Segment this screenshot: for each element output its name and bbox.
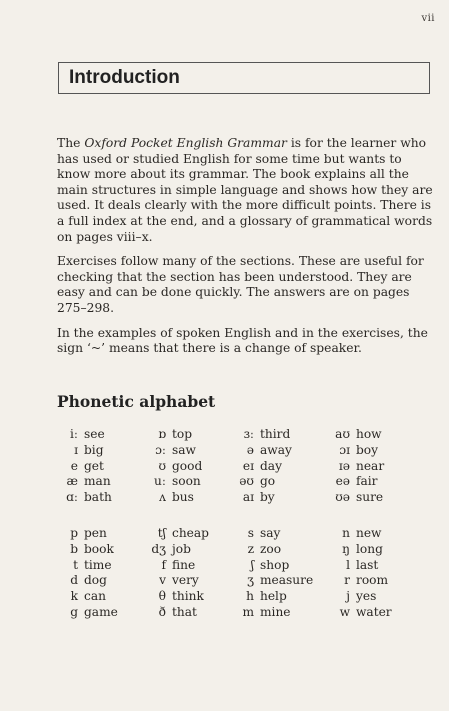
example-word: by [260, 490, 275, 505]
phonetic-symbol: ɪə [338, 458, 350, 473]
example-word: top [172, 427, 193, 441]
intro-body [57, 136, 435, 366]
vowel-entry [145, 443, 233, 459]
p1-after: is for the learner who has used or studied English for some time but wants to know more about its grammar. The book explains all the main structures in simple language and shows how they are used. It deals clearly with the more difficult points. There is a full index at the end, and a glossary of grammatical words on pages viii–x. [57, 136, 433, 244]
example-word: game [84, 604, 118, 619]
example-word: yes [356, 589, 377, 604]
phonetic-symbol: ʃ [250, 557, 254, 572]
vowel-entry [145, 474, 233, 490]
phonetic-symbol: tʃ [157, 526, 166, 540]
p1-before: The [57, 136, 85, 150]
example-word: think [172, 589, 204, 604]
consonant-entry [233, 589, 329, 605]
example-word: day [260, 458, 282, 473]
phonetic-symbol: ʒ [247, 573, 254, 588]
consonant-entry [57, 526, 145, 542]
consonant-entry [329, 573, 417, 589]
phonetic-symbol: h [246, 589, 254, 604]
phonetic-symbol: ɜː [243, 427, 254, 441]
consonant-entry [57, 605, 145, 621]
vowel-entry [145, 490, 233, 506]
phonetic-symbol: ʌ [159, 490, 166, 505]
consonant-entry [145, 589, 233, 605]
phonetic-symbol: æ [66, 474, 78, 489]
vowel-entry [233, 443, 329, 459]
example-word: see [84, 427, 105, 441]
consonant-entry [233, 558, 329, 574]
phonetic-symbol: ɪ [74, 442, 78, 457]
book-title: Oxford Pocket English Grammar [84, 136, 287, 150]
consonant-entry [57, 558, 145, 574]
phonetic-symbol: d [70, 573, 78, 588]
phonetic-symbol: ɒ [158, 427, 166, 441]
phonetic-symbol: θ [158, 589, 166, 604]
consonant-entry [233, 542, 329, 558]
vowel-entry [57, 474, 145, 490]
page-number: vii [421, 13, 435, 24]
vowel-entry [57, 427, 145, 443]
phonetic-symbol: g [70, 604, 78, 619]
phonetic-symbol: t [73, 557, 78, 572]
intro-paragraph-2: Exercises follow many of the sections. These are useful for checking that the section has been understood. They are easy and can be done quickly. The answers are on pages 275–298. [57, 254, 424, 315]
vowel-entry [233, 474, 329, 490]
consonant-entry [57, 589, 145, 605]
intro-paragraph-3: In the examples of spoken English and in the exercises, the sign ‘~’ means that there is a change of speaker. [57, 325, 428, 356]
intro-paragraph-1 [57, 136, 435, 245]
phonetic-symbol: ʊə [335, 490, 350, 505]
phonetic-symbol: eə [335, 474, 350, 489]
vowel-entry [57, 443, 145, 459]
phonetic-symbol: n [342, 526, 350, 540]
consonant-entry [145, 542, 233, 558]
phonetic-symbol: ŋ [342, 541, 350, 556]
phonetic-symbol: ɔː [155, 442, 166, 457]
consonant-entry [145, 605, 233, 621]
consonant-table [57, 526, 417, 621]
example-word: good [172, 458, 203, 473]
example-word: last [356, 557, 379, 572]
example-word: go [260, 474, 276, 489]
example-word: big [84, 442, 104, 457]
vowel-entry [145, 427, 233, 443]
example-word: zoo [260, 541, 282, 556]
phonetic-symbol: z [247, 541, 254, 556]
example-word: fair [356, 474, 378, 489]
phonetic-symbol: əʊ [239, 474, 254, 489]
vowel-entry [329, 474, 417, 490]
vowel-entry [329, 427, 417, 443]
example-word: long [356, 541, 383, 556]
example-word: can [84, 589, 106, 604]
example-word: pen [84, 526, 107, 540]
title-box [58, 62, 430, 94]
example-word: very [172, 573, 199, 588]
consonant-entry [329, 526, 417, 542]
example-word: man [84, 474, 111, 489]
phonetic-symbol: aʊ [335, 427, 350, 441]
phonetic-heading: Phonetic alphabet [57, 392, 216, 411]
example-word: how [356, 427, 382, 441]
phonetic-symbol: aɪ [242, 490, 254, 505]
example-word: bus [172, 490, 194, 505]
phonetic-symbol: dʒ [151, 541, 166, 556]
vowel-entry [329, 459, 417, 475]
consonant-entry [57, 573, 145, 589]
phonetic-symbol: s [247, 526, 254, 540]
phonetic-symbol: l [346, 557, 350, 572]
consonant-entry [233, 605, 329, 621]
example-word: cheap [172, 526, 209, 540]
example-word: say [260, 526, 281, 540]
example-word: job [172, 541, 191, 556]
phonetic-symbol: w [339, 604, 350, 619]
page-title: Introduction [69, 67, 180, 88]
vowel-entry [233, 490, 329, 506]
example-word: dog [84, 573, 107, 588]
phonetic-symbol: ɔɪ [339, 442, 350, 457]
consonant-entry [145, 526, 233, 542]
example-word: shop [260, 557, 290, 572]
consonant-entry [329, 605, 417, 621]
consonant-entry [329, 589, 417, 605]
example-word: bath [84, 490, 112, 505]
example-word: boy [356, 442, 379, 457]
consonant-entry [145, 558, 233, 574]
example-word: fine [172, 557, 196, 572]
phonetic-symbol: j [346, 589, 350, 604]
example-word: near [356, 458, 385, 473]
example-word: mine [260, 604, 291, 619]
example-word: away [260, 442, 292, 457]
phonetic-symbol: e [70, 458, 78, 473]
example-word: time [84, 557, 112, 572]
phonetic-symbol: r [344, 573, 350, 588]
phonetic-symbol: f [161, 557, 166, 572]
example-word: measure [260, 573, 314, 588]
example-word: help [260, 589, 287, 604]
phonetic-symbol: eɪ [242, 458, 254, 473]
vowel-entry [233, 459, 329, 475]
example-word: soon [172, 474, 201, 489]
vowel-table [57, 427, 417, 506]
example-word: sure [356, 490, 384, 505]
example-word: third [260, 427, 291, 441]
consonant-entry [233, 526, 329, 542]
example-word: new [356, 526, 382, 540]
consonant-entry [329, 558, 417, 574]
phonetic-symbol: p [70, 526, 78, 540]
example-word: water [356, 604, 392, 619]
vowel-entry [329, 443, 417, 459]
consonant-entry [57, 542, 145, 558]
phonetic-symbol: m [242, 604, 254, 619]
vowel-entry [233, 427, 329, 443]
example-word: saw [172, 442, 196, 457]
phonetic-symbol: ɑː [66, 490, 78, 505]
phonetic-symbol: ʊ [158, 458, 166, 473]
consonant-entry [233, 573, 329, 589]
vowel-entry [329, 490, 417, 506]
example-word: book [84, 541, 114, 556]
consonant-entry [145, 573, 233, 589]
phonetic-symbol: iː [69, 427, 78, 441]
phonetic-symbol: ə [246, 442, 254, 457]
example-word: get [84, 458, 104, 473]
phonetic-symbol: b [70, 541, 78, 556]
example-word: that [172, 604, 197, 619]
phonetic-symbol: uː [154, 474, 166, 489]
vowel-entry [145, 459, 233, 475]
phonetic-symbol: v [159, 573, 166, 588]
example-word: room [356, 573, 389, 588]
phonetic-symbol: k [70, 589, 78, 604]
vowel-entry [57, 459, 145, 475]
consonant-entry [329, 542, 417, 558]
phonetic-symbol: ð [158, 604, 166, 619]
vowel-entry [57, 490, 145, 506]
